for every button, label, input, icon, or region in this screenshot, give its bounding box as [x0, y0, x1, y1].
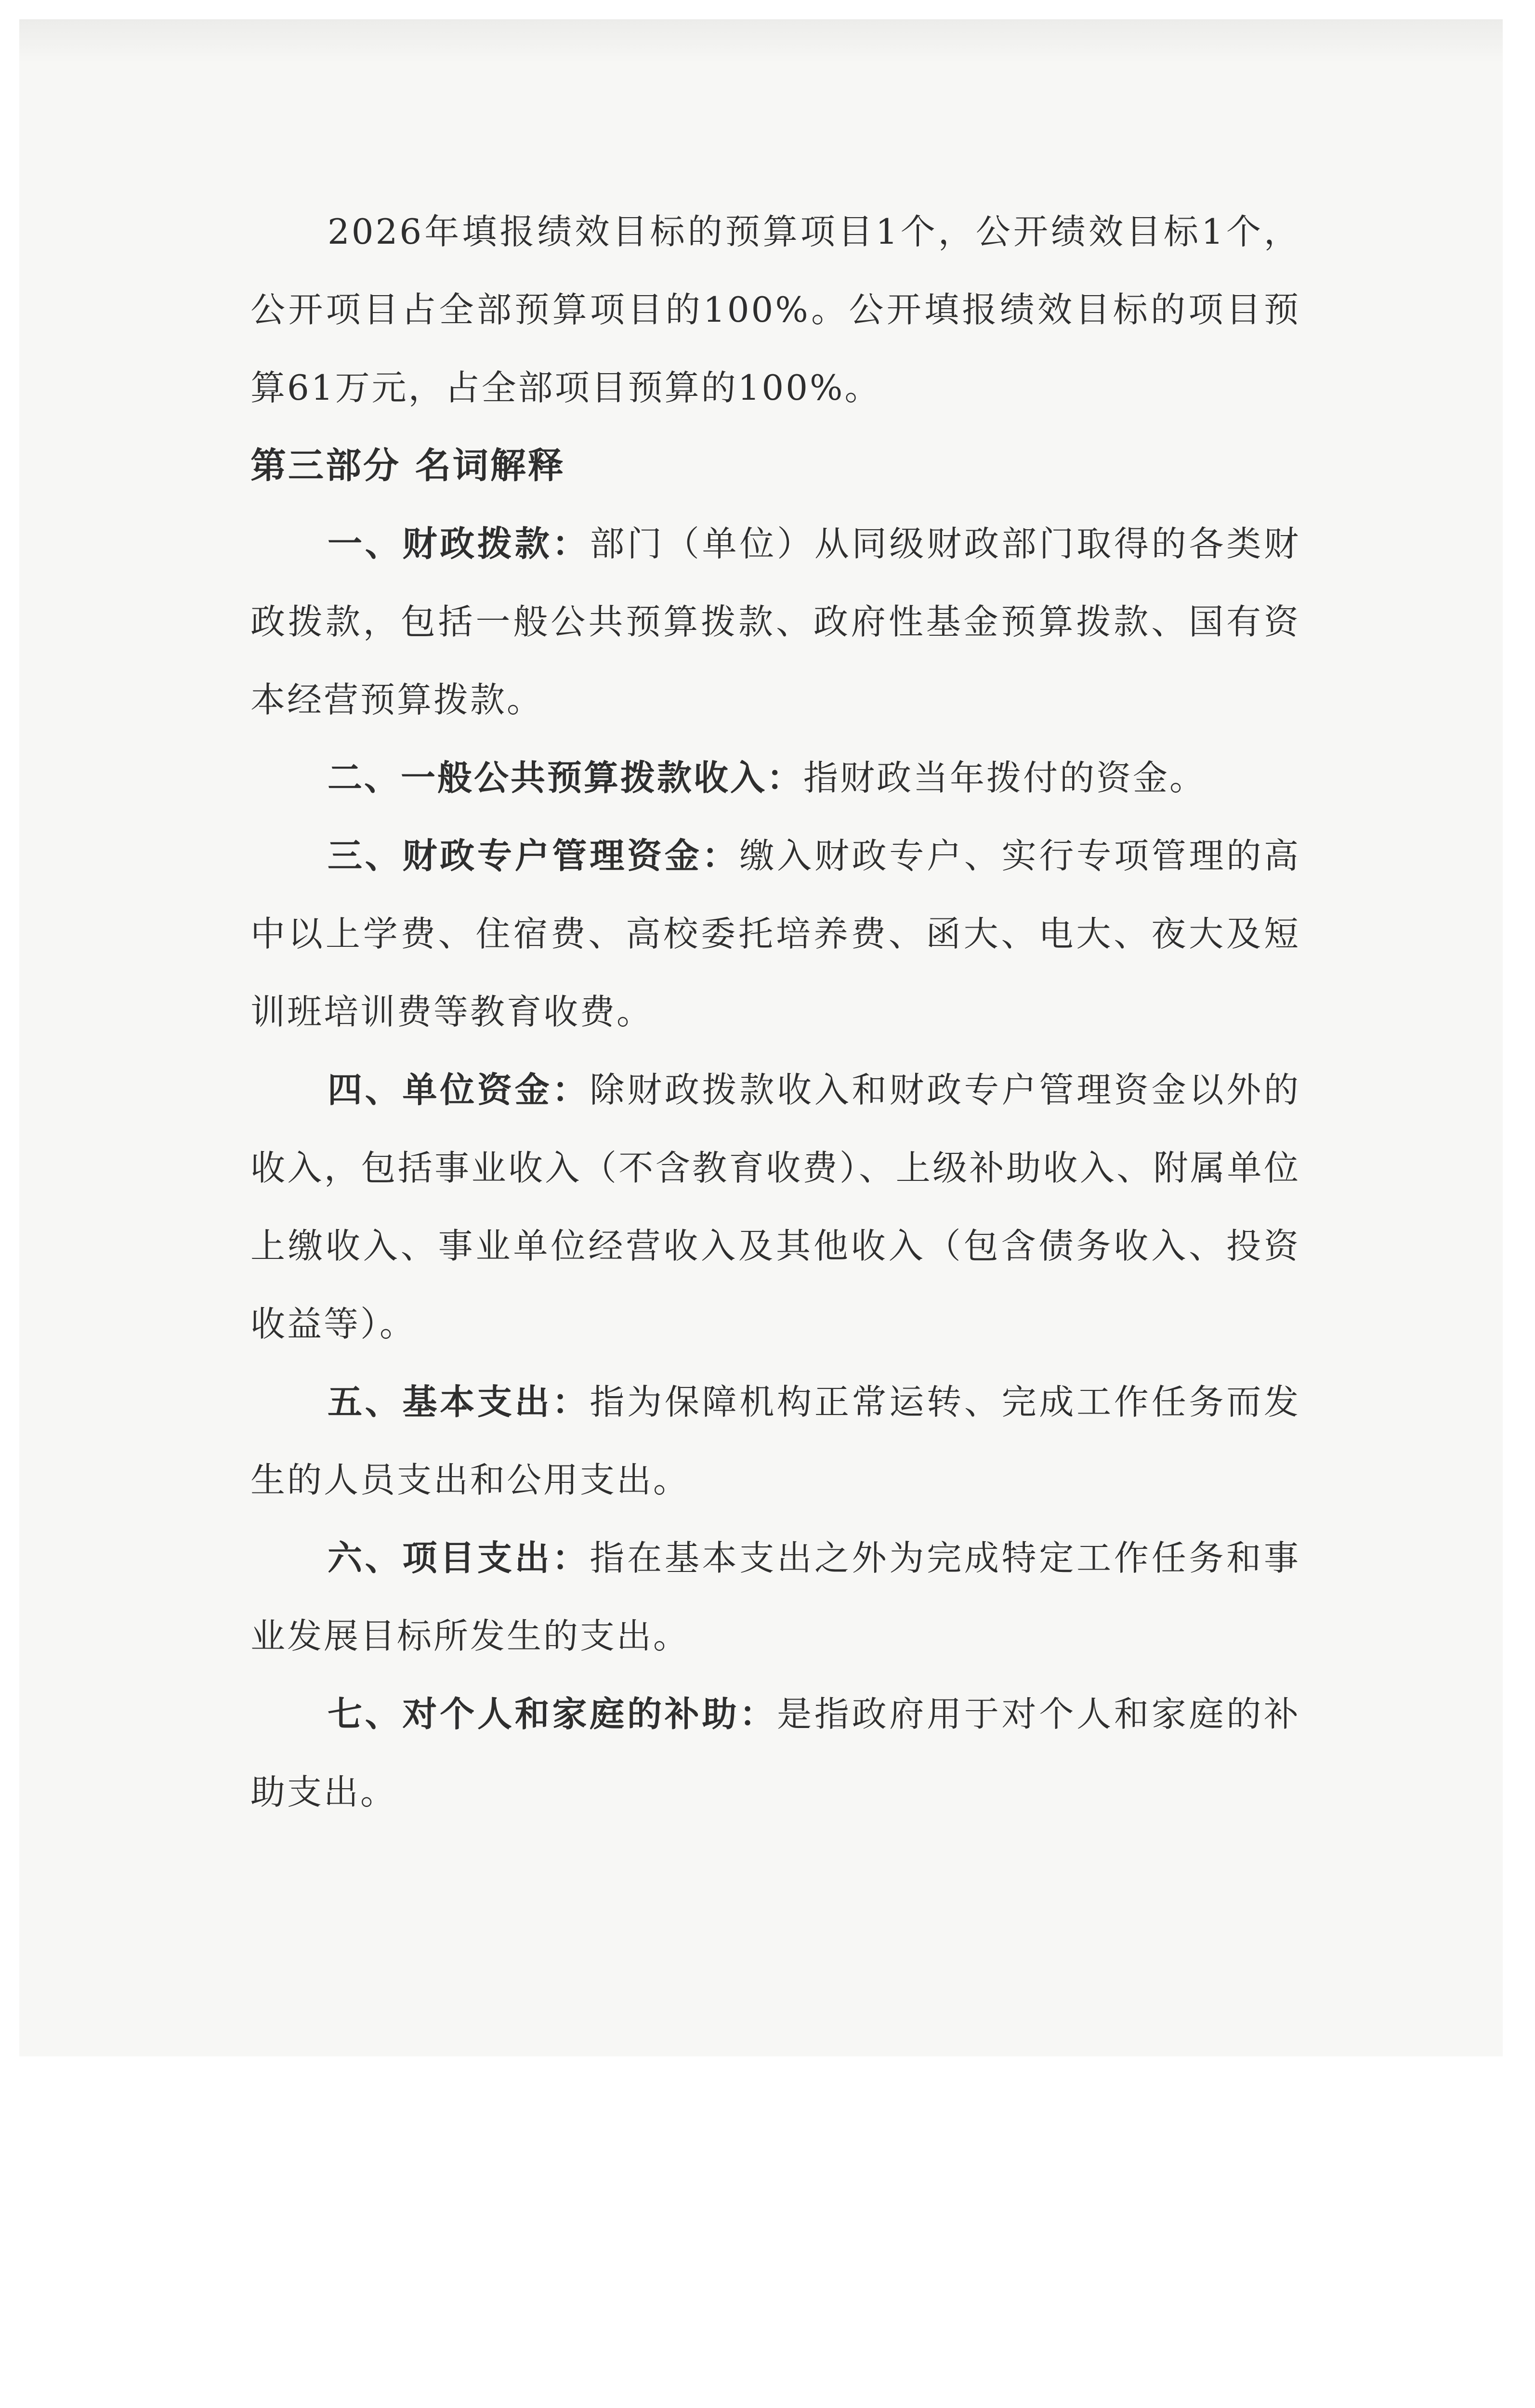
definition-7 [250, 1675, 1300, 1831]
definition-2 [250, 739, 1300, 817]
section-heading: 第三部分 名词解释 [250, 445, 565, 486]
definition-text: 是指政府用于对个人和家庭的补助支出。 [250, 1694, 1300, 1812]
definition-3 [250, 817, 1300, 1051]
definition-text: 指财政当年拨付的资金。 [803, 758, 1207, 798]
definition-text: 指在基本支出之外为完成特定工作任务和事业发展目标所发生的支出。 [250, 1538, 1300, 1656]
scan-edge-shadow [19, 19, 1503, 63]
definition-term: 一、财政拨款： [328, 523, 590, 564]
definition-term: 四、单位资金： [328, 1070, 590, 1110]
definition-text: 除财政拨款收入和财政专户管理资金以外的收入，包括事业收入（不含教育收费）、上级补助收入、附属单位上缴收入、事业单位经营收入及其他收入（包含债务收入、投资收益等）。 [250, 1070, 1300, 1344]
definition-term: 七、对个人和家庭的补助： [328, 1694, 777, 1734]
definition-term: 六、项目支出： [328, 1538, 590, 1578]
document-body [250, 193, 1300, 1831]
definition-text: 缴入财政专户、实行专项管理的高中以上学费、住宿费、高校委托培养费、函大、电大、夜大及短训班培训费等教育收费。 [250, 836, 1300, 1032]
definition-1 [250, 505, 1300, 739]
definition-term: 五、基本支出： [328, 1382, 590, 1422]
definition-4 [250, 1051, 1300, 1363]
definition-term: 二、一般公共预算拨款收入： [328, 758, 804, 798]
definition-term: 三、财政专户管理资金： [328, 836, 740, 876]
definition-6 [250, 1519, 1300, 1675]
definition-5 [250, 1363, 1300, 1519]
definition-text: 指为保障机构正常运转、完成工作任务而发生的人员支出和公用支出。 [250, 1382, 1300, 1500]
definition-text: 部门（单位）从同级财政部门取得的各类财政拨款，包括一般公共预算拨款、政府性基金预算拨款、国有资本经营预算拨款。 [250, 523, 1300, 720]
intro-paragraph: 2026年填报绩效目标的预算项目1个，公开绩效目标1个，公开项目占全部预算项目的100%。公开填报绩效目标的项目预算61万元，占全部项目预算的100%。 [250, 211, 1300, 408]
